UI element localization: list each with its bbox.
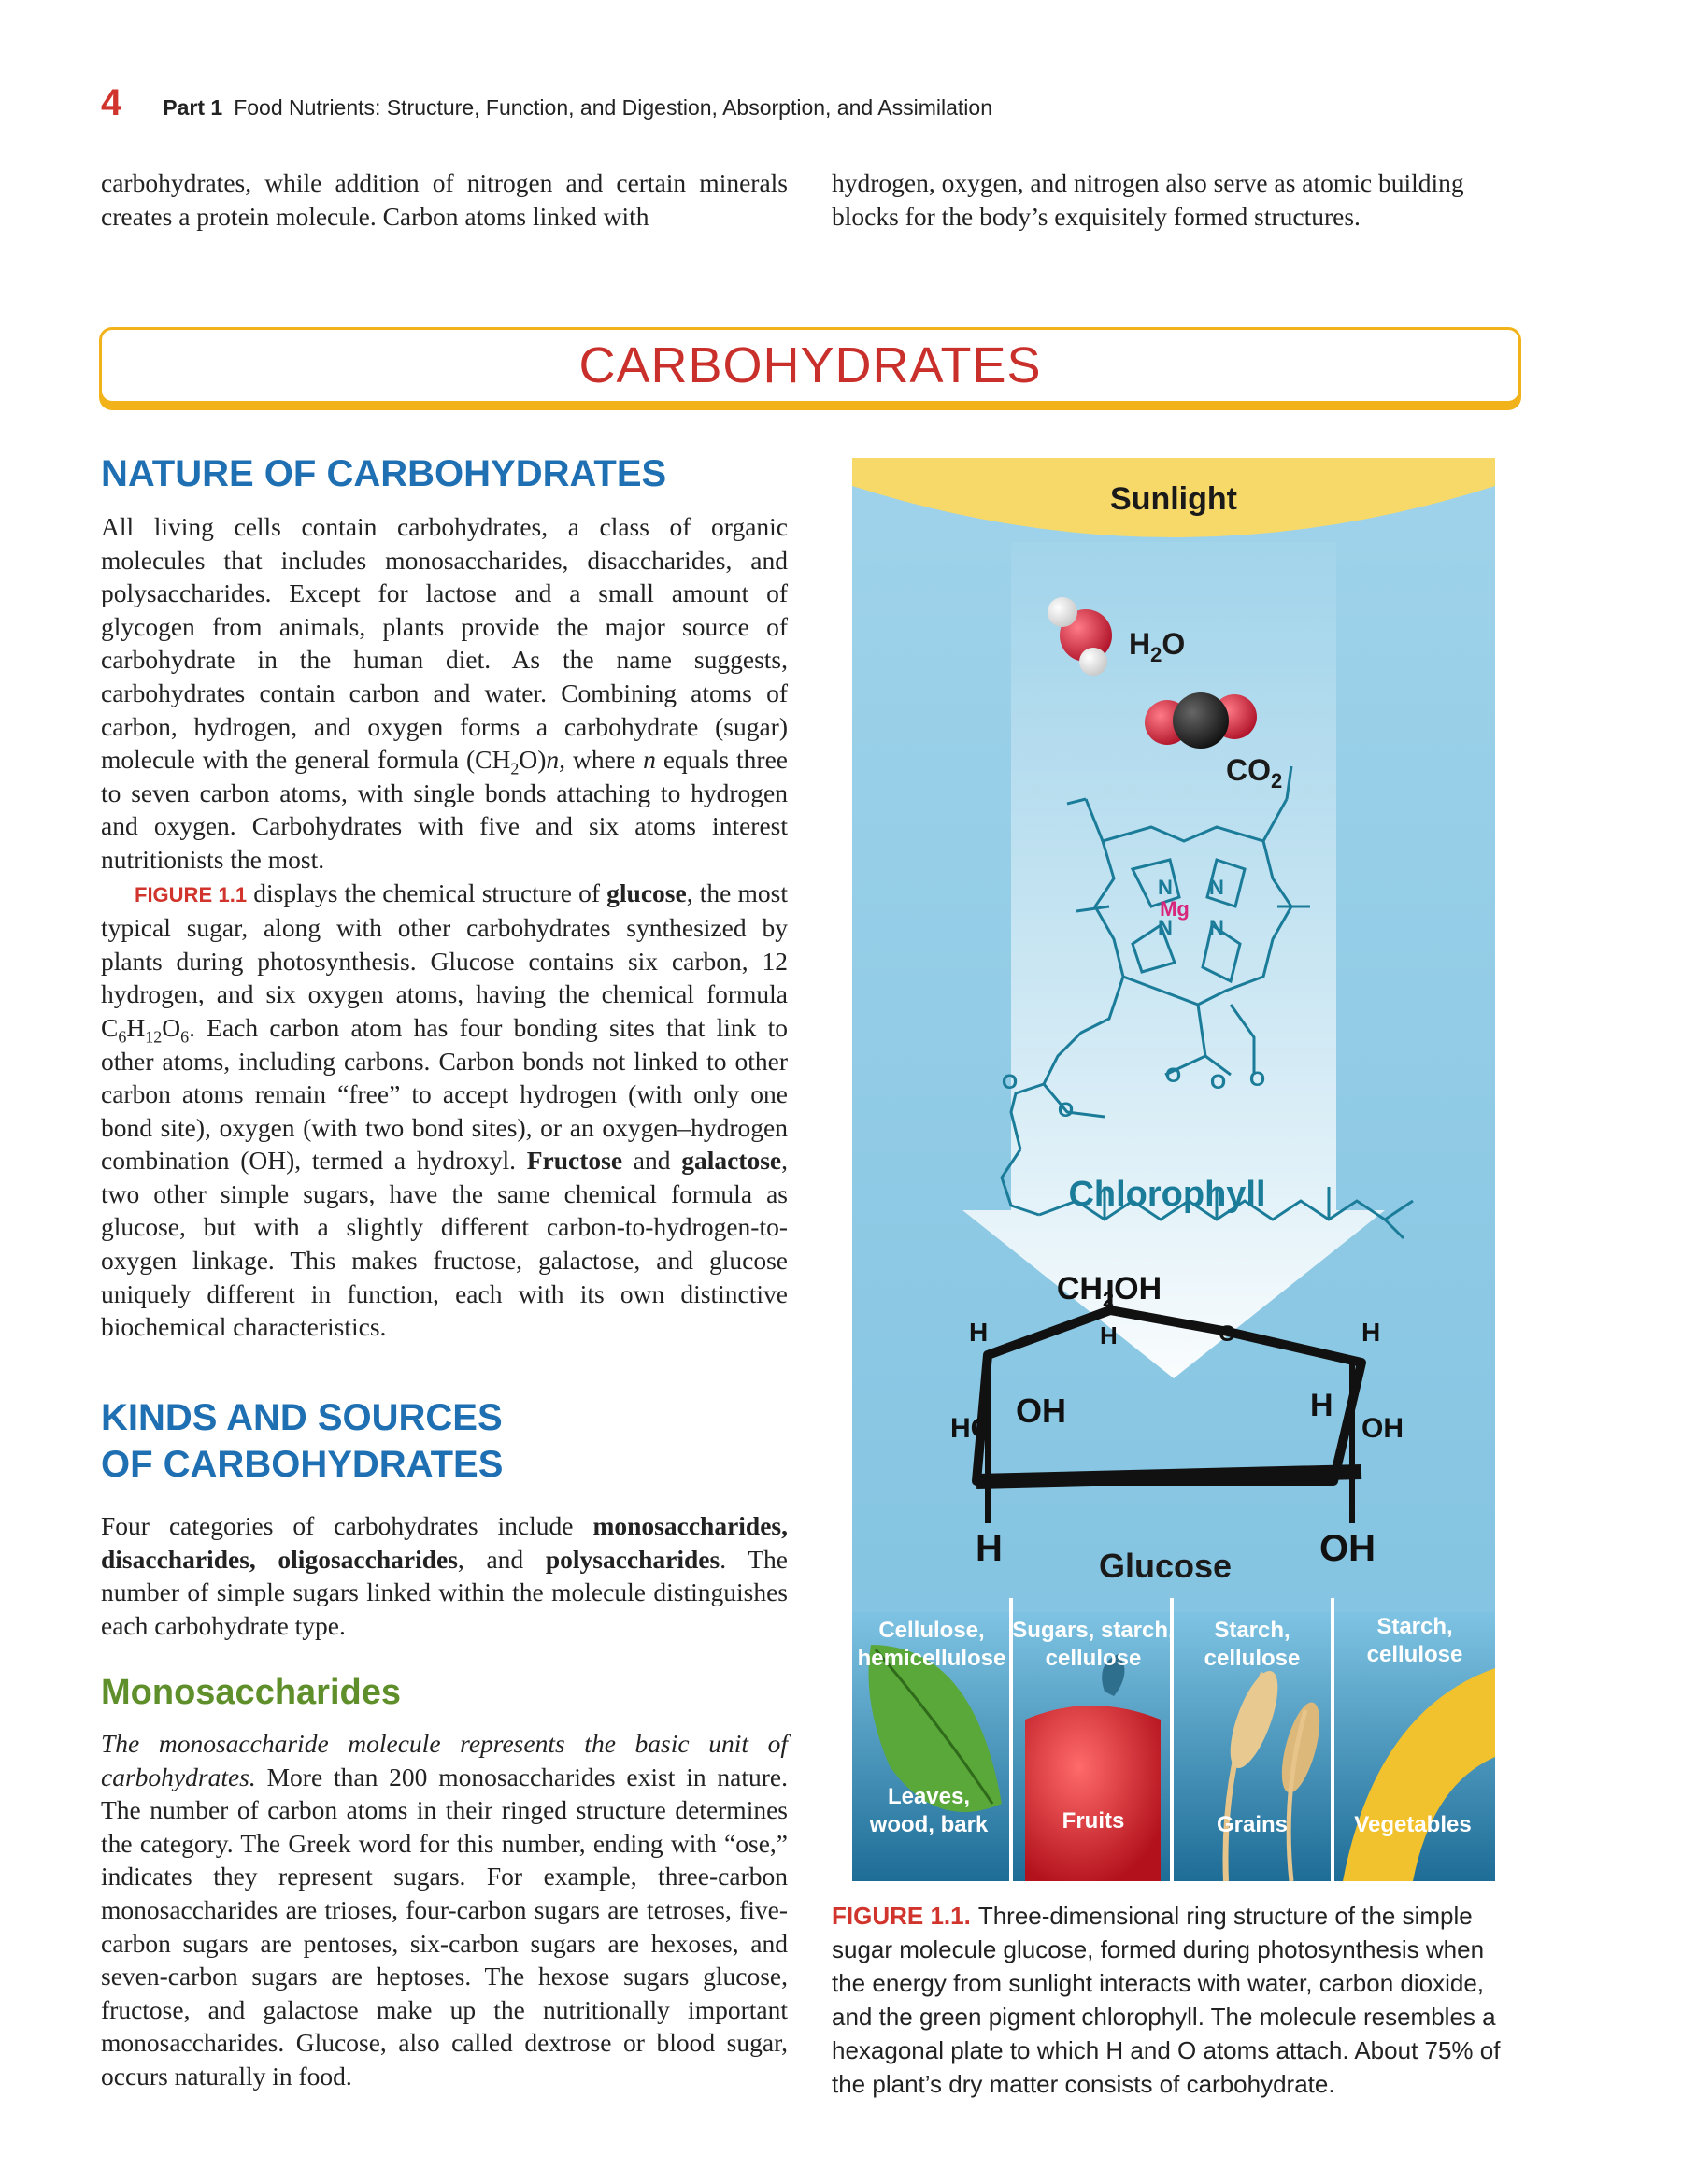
caption-label: FIGURE 1.1. — [832, 1902, 971, 1930]
chlorophyll-label: Chlorophyll — [1068, 1175, 1266, 1214]
hydroxyl-group: OH — [1319, 1528, 1376, 1569]
intro-right-column — [832, 166, 1525, 233]
panel-top-label: cellulose — [1366, 1642, 1463, 1667]
panel-bottom-label: wood, bark — [869, 1812, 989, 1837]
text-run: displays the chemical structure of — [247, 878, 607, 907]
text-run: All living cells contain carbohydrates, a class of organic molecules that includes monosaccharides, disaccharides, and polysaccharides. Except for lactose and a small amount of glycogen from animals, plants provide the major source of carbohydrate in the human diet. As the name suggests, carbohydrates contain carbon and water. Combining atoms of carbon, hydrogen, and oxygen forms a carbohydrate (sugar) molecule with the general formula (CH — [101, 512, 788, 775]
bold-term: disaccharides, — [101, 1544, 256, 1574]
bold-term: glucose — [606, 878, 687, 907]
oxygen-atom: O — [1249, 1067, 1266, 1091]
panel-bottom-label: Fruits — [1062, 1808, 1125, 1834]
nitrogen-atom: N — [1209, 876, 1224, 899]
nitrogen-atom: N — [1158, 916, 1173, 939]
panel-top-label: Starch, — [1214, 1618, 1290, 1643]
part-label: Part 1 — [163, 95, 223, 120]
panel-top-label: cellulose — [1045, 1646, 1142, 1671]
text-run: O — [162, 1012, 181, 1042]
hydroxyl-group: OH — [1361, 1413, 1404, 1444]
heading-monosaccharides: Monosaccharides — [101, 1673, 401, 1712]
bold-term: monosaccharides, — [592, 1511, 788, 1540]
panel-top-label: cellulose — [1204, 1646, 1301, 1671]
italic-n: n — [643, 745, 656, 775]
sunlight-label: Sunlight — [1110, 481, 1237, 517]
text-run: where — [565, 745, 644, 775]
text-run: More than 200 monosaccharides exist in nature. The number of carbon atoms in their ringed structure determines the category. The Greek word for this number, ending with “ose,” indicates they represent sugars. For example, three-carbon monosaccharides are trioses, four-carbon sugars are tetroses, five-carbon sugars are pentoses, six-carbon sugars are hexoses, and seven-carbon sugars are heptoses. The hexose sugars glucose, fructose, and galactose make up the nutritionally important monosaccharides. Glucose, also called dextrose or blood sugar, occurs naturally in food. — [101, 1762, 788, 2091]
nature-paragraph-1 — [101, 510, 788, 877]
panel-top-label: hemicellulose — [857, 1646, 1006, 1671]
text-run: . The number of simple sugars linked within the molecule distinguishes each carbohydrate type. — [101, 1544, 788, 1640]
panel-top-label: Cellulose, — [878, 1618, 985, 1643]
hydrogen-atom: H — [1361, 1318, 1381, 1347]
section-title: CARBOHYDRATES — [578, 337, 1042, 393]
hydroxyl-group: HO — [950, 1413, 992, 1444]
intro-left-paragraph: carbohydrates, while addition of nitrogen and certain minerals creates a protein molecule. Carbon atoms linked with — [101, 168, 788, 231]
subscript: 2 — [510, 759, 520, 778]
panel-top-label: Starch, — [1376, 1614, 1453, 1639]
oxygen-atom: O — [1165, 1063, 1182, 1087]
hydrogen-atom: H — [969, 1318, 989, 1347]
magnesium-atom: Mg — [1160, 897, 1190, 921]
italic-definition: The monosaccharide molecule represents the basic unit of carbohydrates. — [101, 1729, 788, 1791]
bold-term: oligosaccharides — [278, 1544, 458, 1574]
intro-left-column — [101, 166, 788, 233]
subscript: 12 — [145, 1027, 163, 1047]
bold-term: Fructose — [526, 1146, 623, 1176]
oxygen-atom: O — [1210, 1070, 1227, 1093]
kinds-paragraph — [101, 1509, 788, 1642]
ch2oh-group: $CH_2OH$ — [1056, 1271, 1162, 1311]
mono-paragraph — [101, 1727, 788, 2093]
text-run — [256, 1545, 278, 1574]
glucose-label: Glucose — [1098, 1547, 1233, 1585]
page-number: 4 — [101, 82, 122, 123]
heading-line: KINDS AND SOURCES — [101, 1397, 503, 1438]
text-run: and — [622, 1146, 682, 1176]
panel-top-label: Sugars, starch, — [1012, 1618, 1175, 1643]
ring-oxygen-atom: O — [1219, 1321, 1236, 1347]
apple-icon — [1025, 1706, 1161, 1881]
intro-right-paragraph: hydrogen, oxygen, and nitrogen also serve as atomic building blocks for the body’s exquisitely formed structures. — [832, 168, 1464, 231]
nitrogen-atom: N — [1209, 916, 1224, 939]
text-run: , and — [457, 1544, 546, 1574]
kinds-text — [101, 1509, 788, 1642]
figure-reference[interactable]: FIGURE 1.1 — [135, 882, 248, 906]
text-run: . Each carbon atom has four bonding sites that link to other atoms, including carbons. Carbon bonds not linked to other carbon atoms remain “free” to accept hydrogen (with only one bond site), oxygen (with two bond sites), or an oxygen–hydrogen combination (OH), termed a hydroxyl. — [101, 1012, 788, 1176]
running-header — [101, 82, 992, 129]
text-run: , two other simple sugars, have the same chemical formula as glucose, but with a slightly different carbon-to-hydrogen-to-oxygen linkage. This makes fructose, galactose, and glucose uniquely different in function, each with its own distinctive biochemical characteristics. — [101, 1146, 788, 1342]
subscript: 6 — [180, 1027, 190, 1047]
panel-bottom-label: Grains — [1216, 1812, 1289, 1837]
nitrogen-atom: N — [1158, 876, 1173, 899]
text-run: equals three to seven carbon atoms, with single bonds attaching to hydrogen and oxygen. Carbohydrates with five and six atoms interest nutritionists the most. — [101, 745, 788, 874]
mono-text — [101, 1727, 788, 2093]
hydrogen-atom: H — [1310, 1388, 1333, 1423]
caption-text: Three-dimensional ring structure of the simple sugar molecule glucose, formed during photosynthesis when the energy from sunlight interacts with water, carbon dioxide, and the green pigment chlorophyll. The molecule resembles a hexagonal plate to which H and O atoms attach. About 75% of the plant’s dry matter consists of carbohydrate. — [832, 1902, 1501, 2098]
italic-n: n, — [546, 745, 566, 775]
figure-caption — [832, 1899, 1504, 2101]
text-run: Four categories of carbohydrates include — [101, 1511, 593, 1540]
part-title: Food Nutrients: Structure, Function, and Digestion, Absorption, and Assimilation — [234, 95, 993, 120]
hydrogen-atom: H — [976, 1528, 1003, 1569]
panel-bottom-label: Leaves, — [887, 1784, 971, 1809]
figure-photosynthesis — [852, 458, 1495, 1881]
hydrogen-atom: H — [1100, 1321, 1118, 1349]
heading-kinds — [101, 1394, 788, 1488]
text-run: , the most typical sugar, along with other carbohydrates synthesized by plants during photosynthesis. Glucose contains six carbon, 12 hydrogen, and six oxygen atoms, having the chemical formula C — [101, 878, 788, 1042]
co2-label: $CO_2$ — [1226, 753, 1283, 792]
heading-nature: NATURE OF CARBOHYDRATES — [101, 453, 667, 494]
oxygen-atom: O — [1002, 1070, 1019, 1093]
nature-text — [101, 510, 788, 1344]
text-run: O) — [519, 745, 547, 775]
section-banner — [99, 327, 1521, 404]
bold-term: galactose — [681, 1146, 782, 1176]
h2o-label: $H_2O$ — [1129, 627, 1186, 666]
panel-bottom-label: Vegetables — [1354, 1812, 1472, 1837]
hydroxyl-group: OH — [1016, 1392, 1066, 1430]
heading-line: OF CARBOHYDRATES — [101, 1444, 504, 1485]
bold-term: polysaccharides — [545, 1544, 720, 1574]
text-run: H — [126, 1012, 146, 1042]
subscript: 6 — [118, 1027, 127, 1047]
nature-paragraph-2 — [101, 877, 788, 1344]
oxygen-atom: O — [1058, 1098, 1075, 1121]
